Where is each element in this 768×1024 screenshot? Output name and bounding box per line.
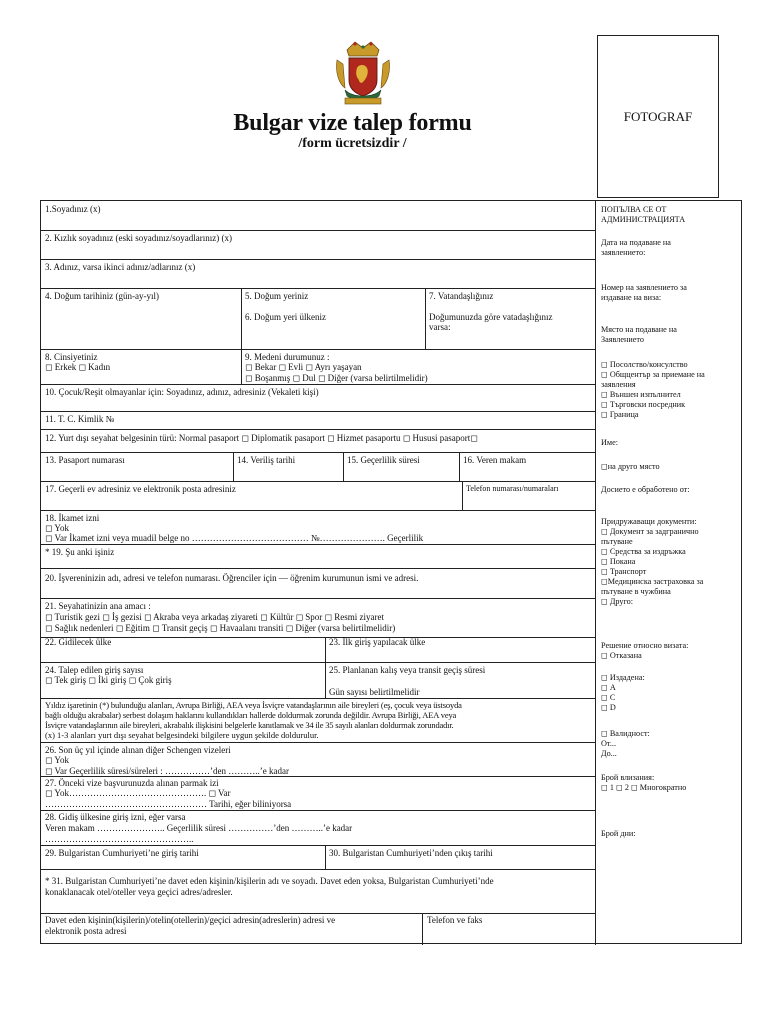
field-18-residence-permit: 18. İkamet izni	[45, 513, 100, 523]
field-13-passport-number[interactable]: 13. Pasaport numarası	[45, 455, 125, 465]
field-23-first-entry[interactable]: 23. İlk giriş yapılacak ülke	[329, 637, 426, 647]
admin-other-place[interactable]: ◻на друго място	[601, 462, 660, 471]
field-21-options-row2[interactable]: ◻ Sağlık nedenleri ◻ Eğitim ◻ Transit geçiş ◻ Havaalanı transiti ◻ Diğer (varsa belirtilmelidir)	[45, 623, 396, 633]
field-30-exit-date[interactable]: 30. Bulgaristan Cumhuriyeti’nden çıkış tarihi	[329, 848, 493, 858]
field-21-options-row1[interactable]: ◻ Turistik gezi ◻ İş gezisi ◻ Akraba veya arkadaş ziyareti ◻ Kültür ◻ Spor ◻ Resmi ziyaret	[45, 612, 385, 622]
admin-decision[interactable]: Решение относно визата: ◻ Отказана	[601, 641, 689, 660]
field-8-sex: 8. Cinsiyetiniz	[45, 352, 98, 362]
admin-heading: ПОПЪЛВА СЕ ОТ АДМИНИСТРАЦИЯТА	[601, 205, 686, 224]
field-26-option-yes[interactable]: ◻ Var Geçerlilik süresi/süreleri : ……………’den ………..’e kadar	[45, 766, 289, 776]
field-26-option-no[interactable]: ◻ Yok	[45, 755, 69, 765]
field-28-issuer-validity[interactable]: Veren makam ………………….. Geçerlilik süresi ……………’den ………..’e kadar	[45, 823, 353, 833]
field-4-birth-date[interactable]: 4. Doğum tarihiniz (gün-ay-yıl)	[45, 291, 159, 301]
admin-submission-date: Дата на подаване на заявлението:	[601, 238, 671, 257]
field-25-duration[interactable]: 25. Planlanan kalış veya transit geçiş süresi	[329, 665, 486, 675]
field-31-address[interactable]: Davet eden kişinin(kişilerin)/otelin(otellerin)/geçici adresin(adreslerin) adresi ve	[45, 915, 336, 925]
field-29-entry-date[interactable]: 29. Bulgaristan Cumhuriyeti’ne giriş tarihi	[45, 848, 199, 858]
photo-box	[597, 35, 719, 198]
admin-name: Име:	[601, 438, 619, 447]
admin-application-number: Номер на заявлението за издаване на виза:	[601, 283, 687, 302]
field-25-days-note: Gün sayısı belirtilmelidir	[329, 687, 420, 697]
field-7-birth-nationality-note: varsa:	[429, 322, 451, 332]
field-7-birth-nationality: Doğumunuzda göre vatadaşlığınız	[429, 312, 553, 322]
field-22-destination[interactable]: 22. Gidilecek ülke	[45, 637, 112, 647]
admin-documents[interactable]: Придружаващи документи: ◻ Документ за задгранично пътуване ◻ Средства за издръжка ◻ Покана ◻ Транспорт ◻Медицинска застраховка за пътуване в чужбина ◻ Друго:	[601, 517, 704, 606]
field-27-options[interactable]: ◻ Yok………………………………………. ◻ Var	[45, 788, 231, 798]
field-8-sex-options[interactable]: ◻ Erkek ◻ Kadın	[45, 362, 111, 372]
field-12-document-type[interactable]: 12. Yurt dışı seyahat belgesinin türü: Normal pasaport ◻ Diplomatik pasaport ◻ Hizmet pasaportu ◻ Hususi pasaport◻	[45, 433, 478, 443]
photo-label: FOTOGRAF	[623, 108, 693, 124]
field-27-fingerprints: 27. Önceki vize başvurunuzda alınan parmak izi	[45, 778, 219, 788]
field-26-schengen-visas: 26. Son üç yıl içinde alınan diğer Schengen vizeleri	[45, 745, 231, 755]
field-9-marital-status: 9. Medeni durumunuz :	[245, 352, 330, 362]
field-11-id-number[interactable]: 11. T. C. Kimlik №	[45, 414, 115, 424]
field-9-options-row2[interactable]: ◻ Boşanmış ◻ Dul ◻ Diğer (varsa belirtilmelidir)	[245, 373, 428, 383]
field-28-blank[interactable]: …………………………………………..	[45, 834, 194, 844]
field-31-phone-fax[interactable]: Telefon ve faks	[427, 915, 483, 925]
admin-validity[interactable]: ◻ Валидност: От... До...	[601, 729, 650, 758]
admin-days: Брой дни:	[601, 829, 636, 838]
column-divider	[595, 201, 596, 945]
note-line-1: Yıldız işaretinin (*) bulunduğu alanları, Avrupa Birliği, AEA veya İsviçre vatandaşlarının aile bireyleri (eş, çocuk veya üstsoyda	[45, 700, 462, 710]
field-17-address[interactable]: 17. Geçerli ev adresiniz ve elektronik posta adresiniz	[45, 484, 236, 494]
field-7-nationality[interactable]: 7. Vatandaşlığınız	[429, 291, 494, 301]
note-line-2: bağlı olduğu akrabalar) serbest dolaşım haklarını kullandıkları hallerde doldurmak zorunda değildir. Avrupa Birliği, AEA veya	[45, 710, 457, 720]
visa-form-table	[40, 200, 742, 944]
field-16-issuer[interactable]: 16. Veren makam	[463, 455, 527, 465]
field-21-purpose: 21. Seyahatinizin ana amacı :	[45, 601, 151, 611]
field-14-issue-date[interactable]: 14. Veriliş tarihi	[237, 455, 296, 465]
field-31-email: elektronik posta adresi	[45, 926, 127, 936]
field-10-minors[interactable]: 10. Çocuk/Reşit olmayanlar için: Soyadınız, adınız, adresiniz (Vekaleti kişi)	[45, 387, 319, 397]
field-3-first-name[interactable]: 3. Adınız, varsa ikinci adınız/adlarınız (x)	[45, 262, 196, 272]
field-31-inviting-person[interactable]: * 31. Bulgaristan Cumhuriyeti’ne davet eden kişinin/kişilerin adı ve soyadı. Davet eden yoksa, Bulgaristan Cumhuriyeti’nde	[45, 876, 494, 886]
field-24-options[interactable]: ◻ Tek giriş ◻ İki giriş ◻ Çok giriş	[45, 675, 172, 685]
field-15-validity[interactable]: 15. Geçerlilik süresi	[347, 455, 420, 465]
field-31-accommodation: konaklanacak otel/oteller veya geçici adres/adresler.	[45, 887, 233, 897]
field-17-phone[interactable]: Telefon numarası/numaraları	[466, 484, 559, 493]
field-9-options-row1[interactable]: ◻ Bekar ◻ Evli ◻ Ayrı yaşayan	[245, 362, 362, 372]
field-24-entries: 24. Talep edilen giriş sayısı	[45, 665, 144, 675]
field-18-option-yes[interactable]: ◻ Var İkamet izni veya muadil belge no ………………………………… №…………………. Geçerlilik	[45, 533, 424, 543]
note-line-4: (x) 1-3 alanları yurt dışı seyahat belgesindeki bilgilere uygun şekilde doldurulur.	[45, 730, 319, 740]
field-1-surname[interactable]: 1.Soyadınız (x)	[45, 204, 101, 214]
admin-place-options[interactable]: ◻ Посолство/консулство ◻ Общцентър за приемане на заявления ◻ Външен изпълнител ◻ Търговски посредник ◻ Граница	[601, 360, 705, 419]
admin-issued[interactable]: ◻ Издадена: ◻ A ◻ C ◻ D	[601, 673, 645, 712]
admin-submission-place: Място на подаване на Заявлението	[601, 325, 677, 344]
field-27-date[interactable]: ……………………………………………… Tarihi, eğer biliniyorsa	[45, 799, 292, 809]
admin-entries[interactable]: Брой влизания: ◻ 1 ◻ 2 ◻ Многократно	[601, 773, 687, 792]
field-19-occupation[interactable]: * 19. Şu anki işiniz	[45, 547, 115, 557]
coat-of-arms-emblem	[333, 38, 393, 110]
field-6-birth-country[interactable]: 6. Doğum yeri ülkeniz	[245, 312, 326, 322]
field-5-birth-place[interactable]: 5. Doğum yeriniz	[245, 291, 309, 301]
note-line-3: İsviçre vatandaşlarının aile bireyleri, akrabalık ilişkisini belgelerle kanıtlamak ve 34 ile 35 sayılı alanları doldurmak zorundadır.	[45, 720, 454, 730]
form-title: Bulgar vize talep formu	[233, 110, 472, 136]
field-28-entry-permit: 28. Gidiş ülkesine giriş izni, eğer varsa	[45, 812, 186, 822]
admin-processed-by: Досието е обработено от:	[601, 485, 690, 494]
form-subtitle: /form ücretsizdir /	[298, 136, 407, 151]
field-18-option-no[interactable]: ◻ Yok	[45, 523, 69, 533]
field-2-maiden-name[interactable]: 2. Kızlık soyadınız (eski soyadınız/soyadlarınız) (x)	[45, 233, 232, 243]
field-20-employer[interactable]: 20. İşvereninizin adı, adresi ve telefon numarası. Öğrenciler için — öğrenim kurumunun ismi ve adresi.	[45, 573, 419, 583]
